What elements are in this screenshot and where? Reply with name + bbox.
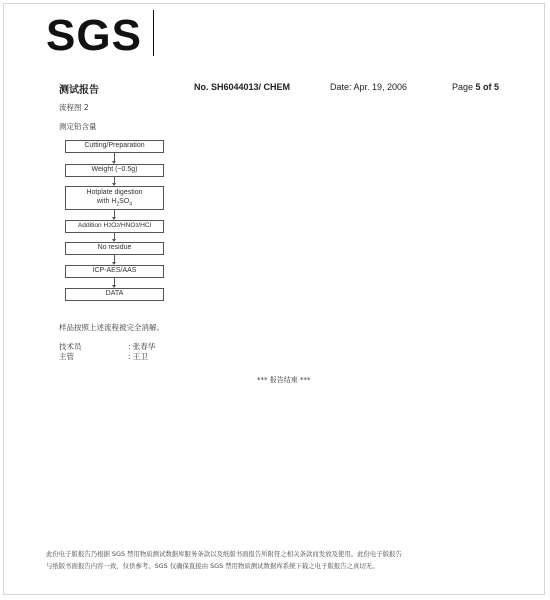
page-total: 5 bbox=[494, 82, 500, 92]
flow-step-icp: ICP-AES/AAS bbox=[65, 265, 164, 278]
flow-arrow bbox=[114, 153, 115, 163]
flow-arrow bbox=[114, 210, 115, 219]
report-date: Date: Apr. 19, 2006 bbox=[330, 82, 408, 92]
signature-supervisor bbox=[59, 351, 148, 362]
flow-step-digestion-line1: Hotplate digestion bbox=[86, 188, 143, 196]
flow-arrow bbox=[114, 255, 115, 264]
technician-label: 技术员 bbox=[59, 342, 82, 351]
logo-divider bbox=[153, 10, 154, 56]
supervisor-name: : 王卫 bbox=[128, 352, 148, 361]
footer-line-1: 此份电子版报告乃根据 SGS 禁用物质测试数据库服务条款以及纸版书面报告所附符之相关条款而发放及使用。此份电子版报告 bbox=[46, 550, 402, 558]
flow-step-digestion-line2: with $H_2SO_4$ bbox=[96, 197, 133, 207]
report-title: 测试报告 bbox=[59, 85, 99, 96]
footer-line-2: 与纸版书面报告内容一致，仅供参考。SGS 仅确保直接由 SGS 禁用物质测试数据库系统下载之电子版报告之真切无。 bbox=[46, 562, 379, 570]
flow-step-weight: Weight (~0.5g) bbox=[65, 164, 164, 177]
page-current: 5 bbox=[475, 82, 481, 92]
page-sep: of bbox=[480, 82, 495, 92]
flow-arrow bbox=[114, 233, 115, 241]
page-indicator bbox=[452, 82, 499, 92]
digestion-note: 样品按照上述流程被完全消解。 bbox=[59, 323, 164, 332]
sgs-logo: SGS bbox=[46, 11, 142, 60]
flow-step-digestion bbox=[65, 186, 164, 210]
flow-arrow bbox=[114, 177, 115, 185]
flow-step-addition: Addition H 2 O 2 /HNO 3 /HCl bbox=[65, 220, 164, 233]
report-number: No. SH6044013/ CHEM bbox=[194, 82, 291, 92]
page-prefix: Page bbox=[452, 82, 476, 92]
flow-step-data: DATA bbox=[65, 288, 164, 301]
report-end-marker: *** 报告结束 *** bbox=[257, 376, 311, 384]
supervisor-label: 主管 bbox=[59, 352, 74, 361]
footer-disclaimer bbox=[46, 548, 516, 572]
flow-step-cutting: Cutting/Preparation bbox=[65, 140, 164, 153]
flow-arrow bbox=[114, 278, 115, 287]
section-subtitle: 测定铅含量 bbox=[59, 122, 97, 131]
flow-step-no-residue: No residue bbox=[65, 242, 164, 255]
technician-name: : 张春华 bbox=[128, 342, 156, 351]
flowchart-label: 流程图 2 bbox=[59, 103, 89, 112]
